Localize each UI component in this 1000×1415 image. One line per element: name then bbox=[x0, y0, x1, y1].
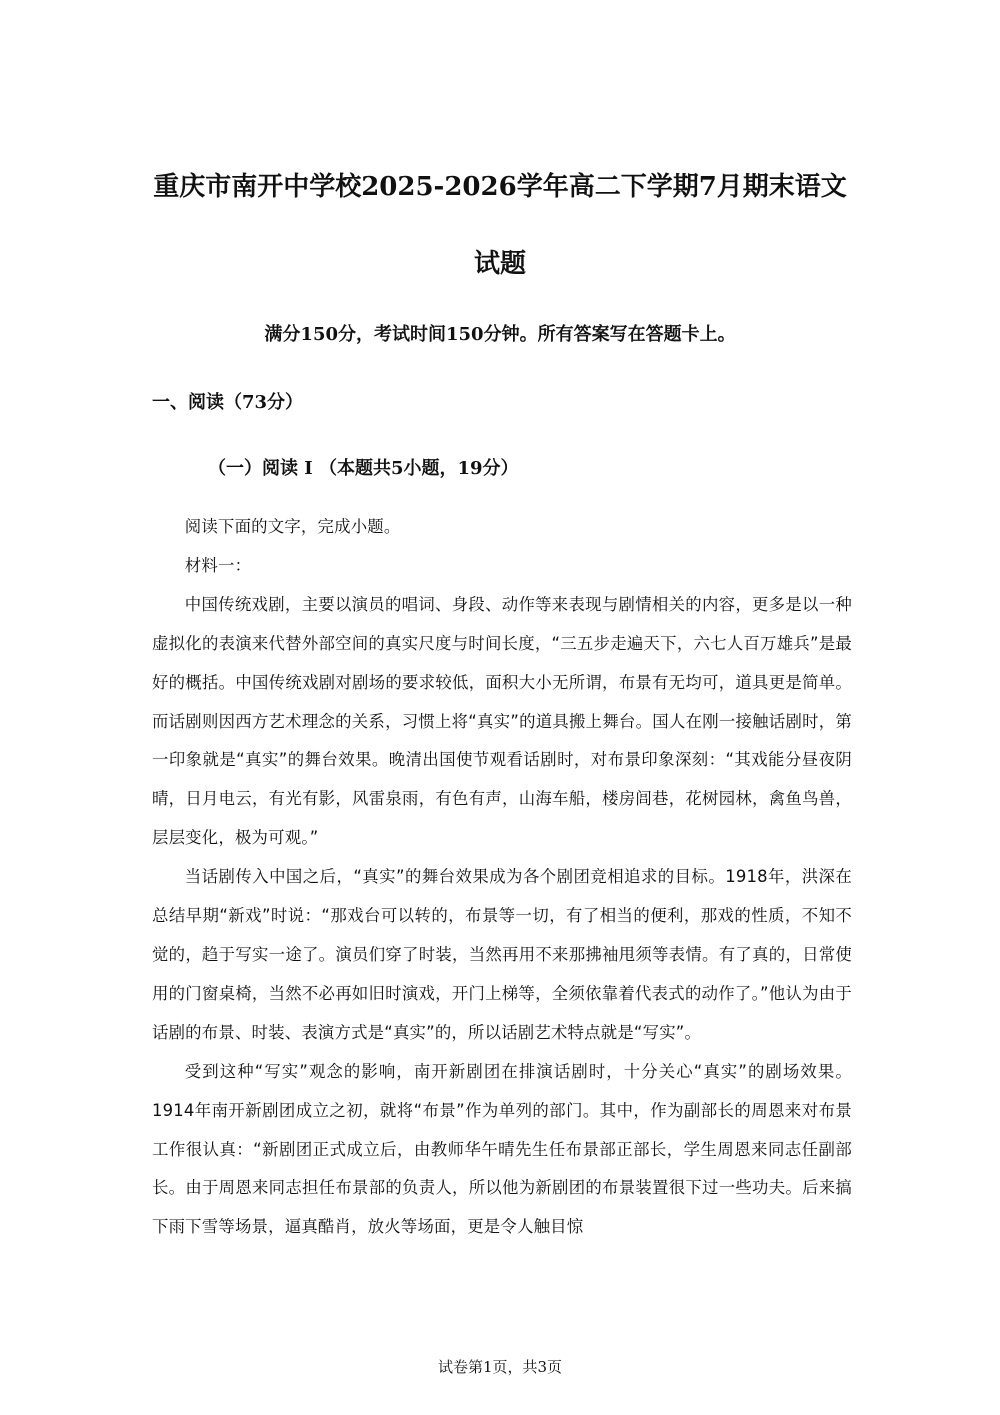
page-footer: 试卷第1页，共3页 bbox=[437, 1358, 563, 1376]
document-title-line-2: 试题 bbox=[473, 249, 526, 279]
instruction-paragraph: 阅读下面的文字，完成小题。 bbox=[184, 517, 401, 536]
subsection-heading-reading-1: （一）阅读 I （本题共5小题，19分） bbox=[208, 458, 519, 479]
section-heading-reading: 一、阅读（73分） bbox=[152, 392, 304, 413]
document-title-line-1: 重庆市南开中学校2025-2026学年高二下学期7月期末语文 bbox=[153, 172, 847, 202]
passage-paragraph: 当话剧传入中国之后，“真实”的舞台效果成为各个剧团竞相追求的目标。1918年，洪深在总结早期“新戏”时说：“那戏台可以转的，布景等一切，有了相当的便利，那戏的性质，不知不觉的，趋于写实一途了。演员们穿了时装，当然再用不来那拂袖甩须等表情。有了真的，日常使用的门窗桌椅，当然不必再如旧时演戏，开门上梯等，全须依靠着代表式的动作了。”他认为由于话剧的布景、时装、表演方式是“真实”的，所以话剧艺术特点就是“写实”。 bbox=[152, 867, 852, 1042]
passage-paragraph: 受到这种“写实”观念的影响，南开新剧团在排演话剧时，十分关心“真实”的剧场效果。1914年南开新剧团成立之初，就将“布景”作为单列的部门。其中，作为副部长的周恩来对布景工作很认真：“新剧团正式成立后，由教师华午晴先生任布景部正部长，学生周恩来同志任副部长。由于周恩来同志担任布景部的负责人，所以他为新剧团的布景装置很下过一些功夫。后来搞下雨下雪等场景，逼真酷肖，放火等场面，更是令人触目惊 bbox=[152, 1061, 852, 1237]
reading-passage bbox=[152, 508, 852, 1247]
exam-instructions: 满分150分，考试时间150分钟。所有答案写在答题卡上。 bbox=[264, 324, 736, 345]
passage-paragraph: 中国传统戏剧，主要以演员的唱词、身段、动作等来表现与剧情相关的内容，更多是以一种虚拟化的表演来代替外部空间的真实尺度与时间长度，“三五步走遍天下，六七人百万雄兵”是最好的概括。中国传统戏剧对剧场的要求较低，面积大小无所谓，布景有无均可，道具更是简单。而话剧则因西方艺术理念的关系，习惯上将“真实”的道具搬上舞台。国人在刚一接触话剧时，第一印象就是“真实”的舞台效果。晚清出国使节观看话剧时，对布景印象深刻：“其戏能分昼夜阴晴，日月电云，有光有影，风雷泉雨，有色有声，山海车船，楼房闾巷，花树园林，禽鱼鸟兽，层层变化，极为可观。” bbox=[152, 594, 852, 848]
material-label: 材料一： bbox=[184, 555, 252, 575]
